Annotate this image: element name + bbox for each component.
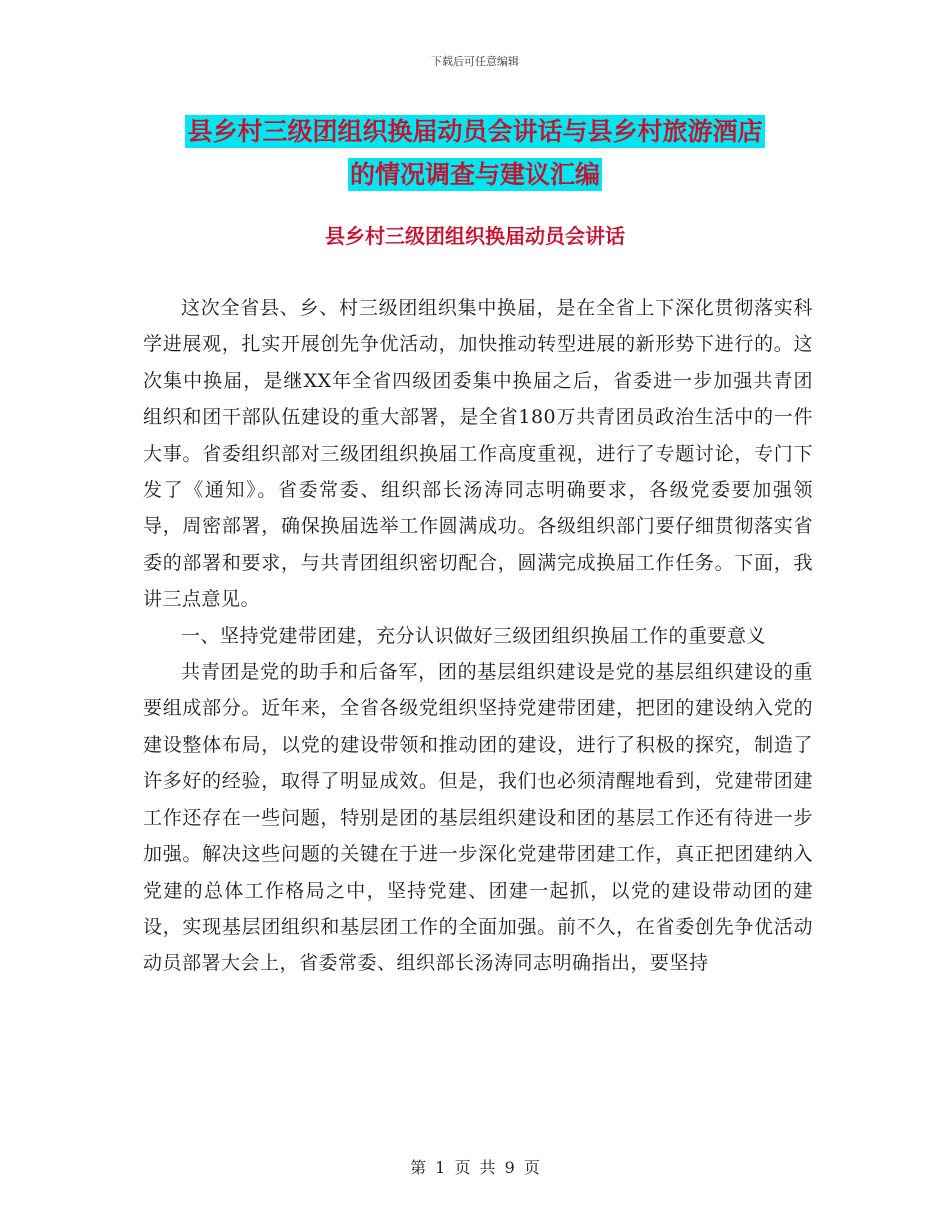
document-title-line-1: 县乡村三级团组织换届动员会讲话与县乡村旅游酒店 [187, 117, 763, 146]
body-text [143, 290, 813, 982]
document-title [0, 110, 950, 196]
paragraph: 这次全省县、乡、村三级团组织集中换届，是在全省上下深化贯彻落实科学进展观，扎实开展创先争优活动，加快推动转型进展的新形势下进行的。这次集中换届，是继XX年全省四级团委集中换届之后，省委进一步加强共青团组织和团干部队伍建设的重大部署，是全省180万共青团员政治生活中的一件大事。省委组织部对三级团组织换届工作高度重视，进行了专题讨论，专门下发了《通知》。省委常委、组织部长汤涛同志明确要求，各级党委要加强领导，周密部署，确保换届选举工作圆满成功。各级组织部门要仔细贯彻落实省委的部署和要求，与共青团组织密切配合，圆满完成换届工作任务。下面，我讲三点意见。 [143, 297, 813, 611]
section-title: 县乡村三级团组织换届动员会讲话 [325, 224, 625, 248]
header-note: 下载后可任意编辑 [431, 55, 519, 68]
document-title-line-2: 的情况调查与建议汇编 [349, 160, 600, 189]
paragraph: 一、坚持党建带团建，充分认识做好三级团组织换届工作的重要意义 [181, 624, 767, 647]
page-footer: 第 1 页 共 9 页 [410, 1158, 540, 1177]
paragraph: 共青团是党的助手和后备军，团的基层组织建设是党的基层组织建设的重要组成部分。近年来，全省各级党组织坚持党建带团建，把团的建设纳入党的建设整体布局，以党的建设带领和推动团的建设，进行了积极的探究，制造了许多好的经验，取得了明显成效。但是，我们也必须清醒地看到，党建带团建工作还存在一些问题，特别是团的基层组织建设和团的基层工作还有待进一步加强。解决这些问题的关键在于进一步深化党建带团建工作，真正把团建纳入党建的总体工作格局之中，坚持党建、团建一起抓，以党的建设带动团的建设，实现基层团组织和基层团工作的全面加强。前不久，在省委创先争优活动动员部署大会上，省委常委、组织部长汤涛同志明确指出，要坚持 [143, 661, 813, 975]
